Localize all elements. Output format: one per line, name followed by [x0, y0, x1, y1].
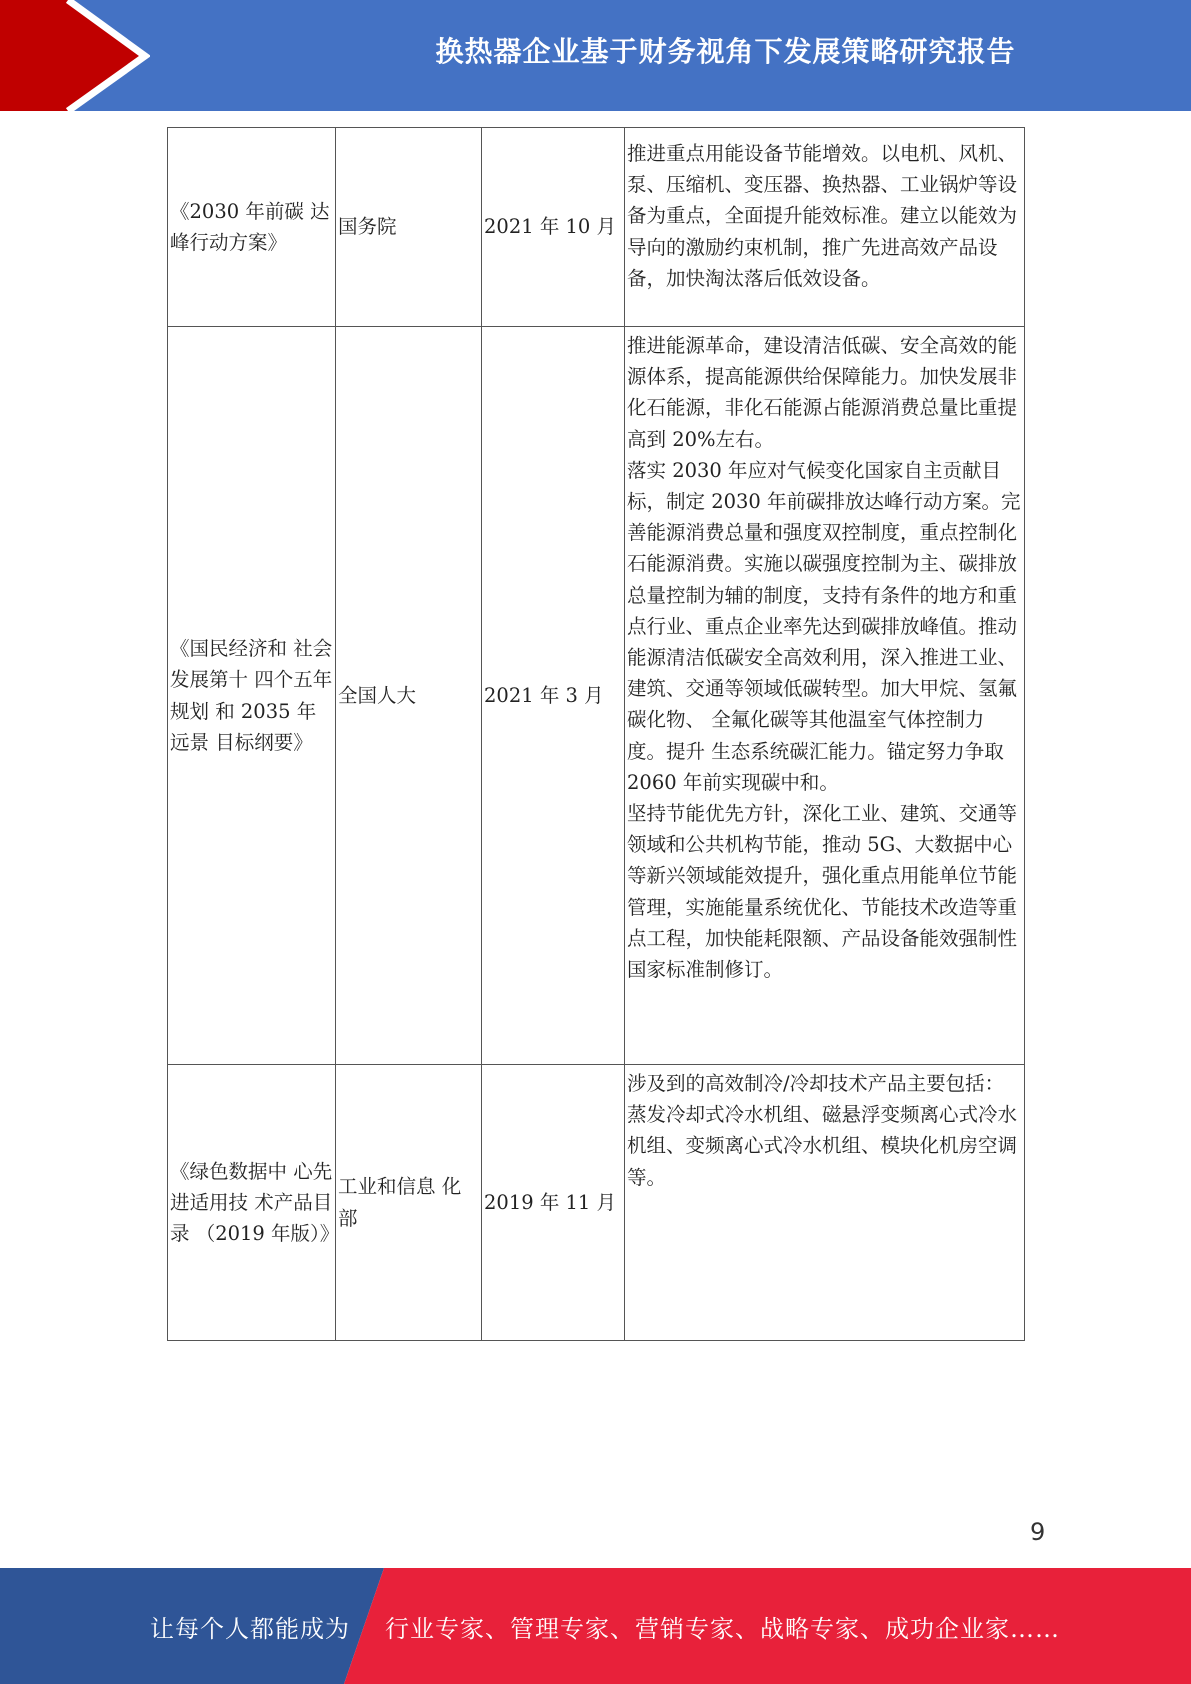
page-number: 9 [1030, 1518, 1046, 1546]
date-cell: 2019 年 11 月 [482, 1065, 625, 1341]
date-cell: 2021 年 10 月 [482, 128, 625, 327]
policy-document-cell: 《国民经济和 社会发展第十 四个五年规划 和 2035 年远景 目标纲要》 [168, 327, 336, 1065]
content-cell [625, 327, 1025, 1065]
policy-document-cell: 《绿色数据中 心先进适用技 术产品目录 （2019 年版）》 [168, 1065, 336, 1341]
table-row [168, 128, 1025, 327]
content-paragraph: 坚持节能优先方针，深化工业、建筑、交通等领域和公共机构节能，推动 5G、大数据中心等新兴领域能效提升，强化重点用能单位节能管理，实施能量系统优化、节能技术改造等重点工程，加快能耗限额、产品设备能效强制性国家标准制修订。 [627, 802, 1018, 982]
header-title-text: 换热器企业基于财务视角下发展策略研究报告 [435, 35, 1016, 68]
page-header [0, 0, 1191, 111]
page-footer [0, 1568, 1191, 1684]
table-row [168, 1065, 1025, 1341]
content-cell [625, 128, 1025, 327]
policy-document-cell: 《2030 年前碳 达峰行动方案》 [168, 128, 336, 327]
date-cell: 2021 年 3 月 [482, 327, 625, 1065]
issuer-cell: 全国人大 [336, 327, 482, 1065]
footer-slogan-right: 行业专家、管理专家、营销专家、战略专家、成功企业家…… [385, 1614, 1060, 1643]
issuer-cell: 工业和信息 化部 [336, 1065, 482, 1341]
policy-table [167, 127, 1025, 1341]
table-row [168, 327, 1025, 1065]
content-cell [625, 1065, 1025, 1341]
content-paragraph: 推进重点用能设备节能增效。以电机、风机、泵、压缩机、变压器、换热器、工业锅炉等设备为重点，全面提升能效标准。建立以能效为导向的激励约束机制，推广先进高效产品设备，加快淘汰落后低效设备。 [627, 142, 1018, 290]
content-paragraph: 推进能源革命，建设清洁低碳、安全高效的能源体系，提高能源供给保障能力。加快发展非化石能源，非化石能源占能源消费总量比重提高到 20%左右。 [627, 334, 1018, 451]
header-title [260, 0, 1191, 100]
issuer-cell: 国务院 [336, 128, 482, 327]
content-paragraph: 落实 2030 年应对气候变化国家自主贡献目标，制定 2030 年前碳排放达峰行动方案。完善能源消费总量和强度双控制度，重点控制化石能源消费。实施以碳强度控制为主、碳排放总量控制为辅的制度，支持有条件的地方和重点行业、重点企业率先达到碳排放峰值。推动能源清洁低碳安全高效利用，深入推进工业、建筑、交通等领域低碳转型。加大甲烷、氢氟碳化物、 全氟化碳等其他温室气体控制力度。提升 生态系统碳汇能力。锚定努力争取 2060 年前实现碳中和。 [627, 458, 1021, 794]
content-paragraph: 涉及到的高效制冷/冷却技术产品主要包括：蒸发冷却式冷水机组、磁悬浮变频离心式冷水机组、变频离心式冷水机组、模块化机房空调等。 [627, 1072, 1018, 1189]
chevron-arrow-icon [0, 0, 150, 111]
footer-slogan-left: 让每个人都能成为 [150, 1614, 350, 1643]
